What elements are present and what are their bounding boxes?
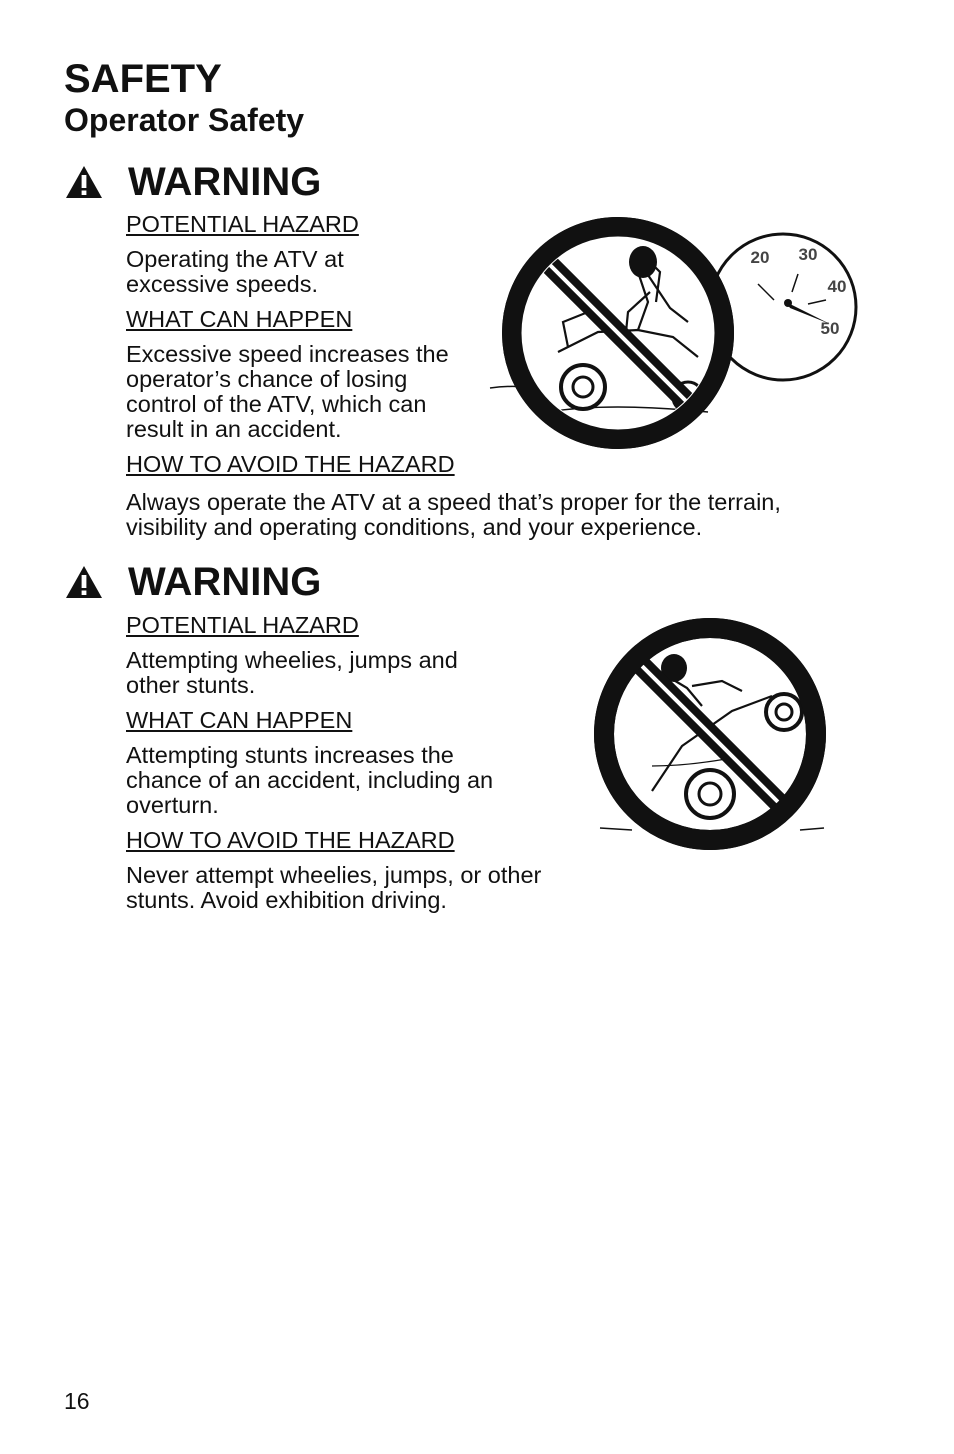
speed-label-30: 30 — [798, 245, 818, 264]
speed-label-50: 50 — [820, 319, 840, 338]
subsection-title: Operator Safety — [64, 102, 305, 138]
potential-hazard-heading: POTENTIAL HAZARD — [126, 211, 359, 237]
how-to-avoid-heading: HOW TO AVOID THE HAZARD — [126, 827, 455, 853]
warning-triangle-icon — [64, 164, 104, 200]
how-to-avoid-text: Always operate the ATV at a speed that’s proper for the terrain, visibility and operating conditions, and your experience. — [126, 489, 781, 540]
warning-body-1 — [126, 212, 496, 487]
what-can-happen-text: Excessive speed increases the operator’s chance of losing control of the ATV, which can result in an accident. — [126, 341, 449, 442]
speed-label-40: 40 — [827, 277, 847, 296]
warning-body-2 — [126, 613, 546, 923]
warning-title: WARNING — [128, 160, 322, 204]
potential-hazard-text: Operating the ATV at excessive speeds. — [126, 246, 344, 297]
warning-header-2 — [64, 560, 321, 604]
how-to-avoid-text-1 — [126, 490, 846, 550]
what-can-happen-heading: WHAT CAN HAPPEN — [126, 306, 353, 332]
what-can-happen-heading: WHAT CAN HAPPEN — [126, 707, 353, 733]
how-to-avoid-heading: HOW TO AVOID THE HAZARD — [126, 451, 455, 477]
warning-title: WARNING — [128, 560, 322, 604]
speed-label-20: 20 — [750, 248, 770, 267]
how-to-avoid-text: Never attempt wheelies, jumps, or other stunts. Avoid exhibition driving. — [126, 862, 542, 913]
what-can-happen-text: Attempting stunts increases the chance of an accident, including an overturn. — [126, 742, 494, 818]
potential-hazard-heading: POTENTIAL HAZARD — [126, 612, 359, 638]
page-number: 16 — [64, 1388, 90, 1414]
no-stunts-atv-illustration — [592, 616, 832, 856]
no-speeding-atv-illustration — [488, 212, 868, 457]
warning-header-1 — [64, 160, 321, 204]
potential-hazard-text: Attempting wheelies, jumps and other stunts. — [126, 647, 458, 698]
warning-triangle-icon — [64, 564, 104, 600]
section-title: SAFETY — [64, 57, 222, 101]
